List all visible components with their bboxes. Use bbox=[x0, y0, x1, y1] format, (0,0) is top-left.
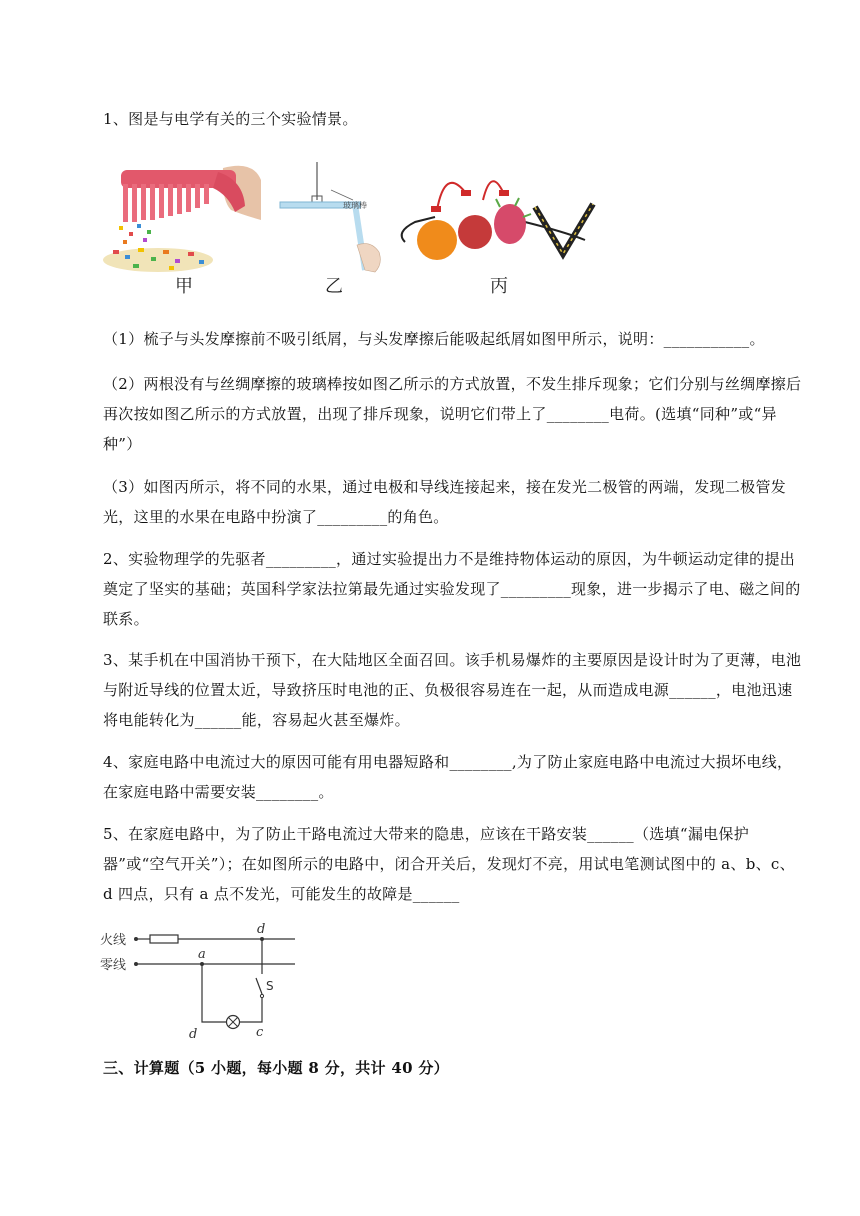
live-wire-label: 火线 bbox=[100, 933, 127, 948]
point-d-bottom-label: d bbox=[189, 1027, 198, 1042]
point-d-top-label: d bbox=[257, 922, 266, 937]
figure-fruit-battery-image bbox=[395, 162, 610, 272]
figure-glass-rods-image bbox=[275, 160, 395, 275]
switch-label: S bbox=[266, 979, 274, 993]
q1-part3: （3）如图丙所示，将不同的水果，通过电极和导线连接起来，接在发光二极管的两端，发现二极管发光，这里的水果在电路中扮演了_________的角色。 bbox=[103, 478, 787, 526]
q5-text: 5、在家庭电路中，为了防止干路电流过大带来的隐患，应该在干路安装______（选填“漏电保护器”或“空气开关”）；在如图所示的电路中，闭合开关后，发现灯不亮，用试电笔测试图中的 a、b、c、d 四点，只有 a 点不发光，可能发生的故障是______ bbox=[103, 825, 795, 903]
switch-symbol bbox=[256, 978, 262, 994]
q1-stem: 1、图是与电学有关的三个实验情景。 bbox=[103, 110, 358, 128]
q3-text: 3、某手机在中国消协干预下，在大陆地区全面召回。该手机易爆炸的主要原因是设计时为了更薄，电池与附近导线的位置太近，导致挤压时电池的正、负极很容易连在一起，从而造成电源______，电池迅速将电能转化为______能，容易起火甚至爆炸。 bbox=[103, 651, 802, 729]
point-c-label: c bbox=[256, 1025, 264, 1040]
q2-text: 2、实验物理学的先驱者_________，通过实验提出力不是维持物体运动的原因，为牛顿运动定律的提出奠定了坚实的基础；英国科学家法拉第最先通过实验发现了_________现象，进一步揭示了电、磁之间的联系。 bbox=[103, 550, 801, 628]
neutral-wire-label: 零线 bbox=[100, 958, 127, 973]
q1-part1: （1）梳子与头发摩擦前不吸引纸屑，与头发摩擦后能吸起纸屑如图甲所示，说明：___________。 bbox=[103, 330, 765, 348]
figure-label-yi: 乙 bbox=[325, 276, 343, 297]
point-a-label: a bbox=[198, 947, 206, 962]
glass-rod-label: 玻璃棒 bbox=[343, 201, 367, 210]
figure-label-jia: 甲 bbox=[175, 276, 193, 297]
figure-comb-image bbox=[103, 160, 263, 275]
fuse-symbol bbox=[150, 935, 178, 943]
figure-label-bing: 丙 bbox=[490, 276, 508, 297]
circuit-diagram bbox=[100, 922, 310, 1042]
section-3-heading: 三、计算题（5 小题，每小题 8 分，共计 40 分） bbox=[103, 1059, 449, 1077]
q1-part2: （2）两根没有与丝绸摩擦的玻璃棒按如图乙所示的方式放置，不发生排斥现象；它们分别与丝绸摩擦后再次按如图乙所示的方式放置，出现了排斥现象，说明它们带上了________电荷。(选填“同种”或“异种”） bbox=[103, 375, 802, 453]
q4-text: 4、家庭电路中电流过大的原因可能有用电器短路和________,为了防止家庭电路中电流过大损坏电线，在家庭电路中需要安装________。 bbox=[103, 753, 793, 801]
